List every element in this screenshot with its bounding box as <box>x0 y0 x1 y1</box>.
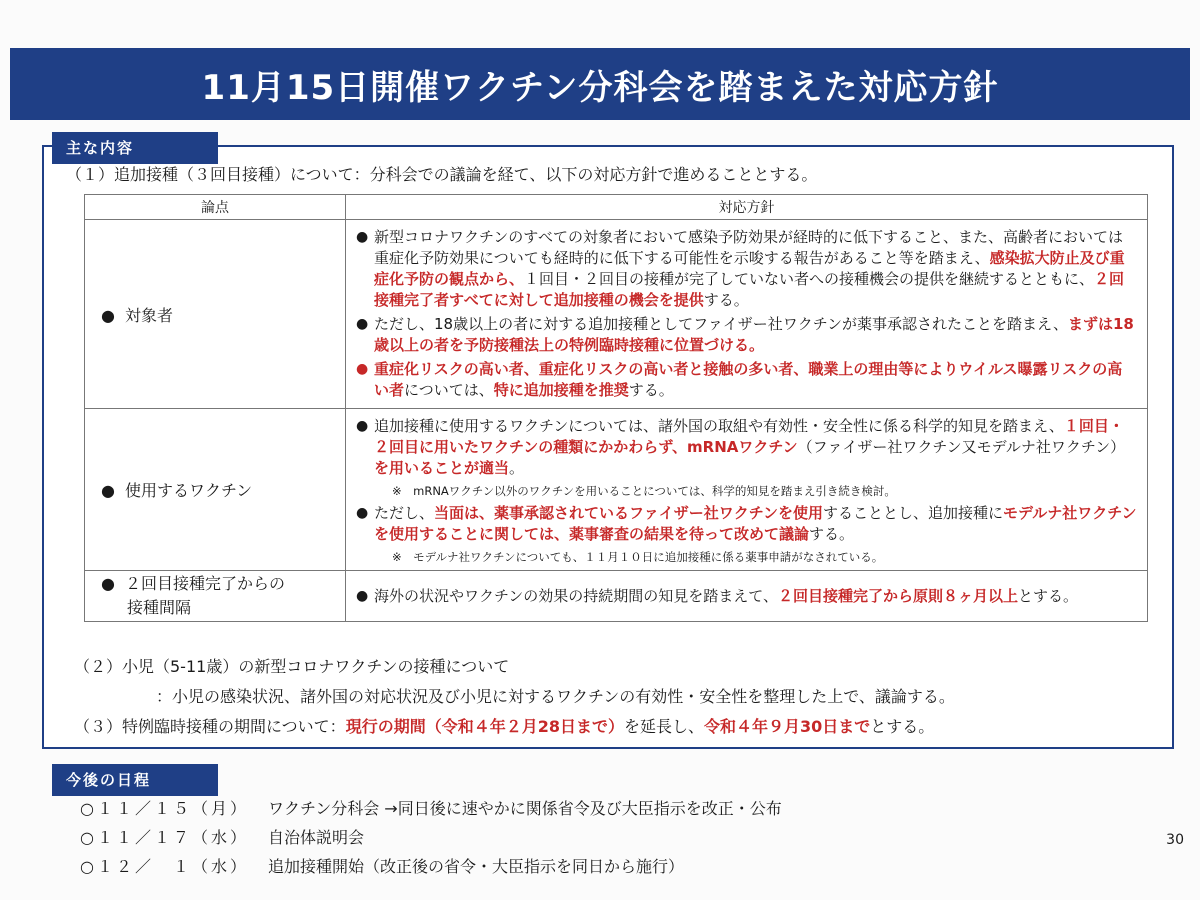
policy-text: 。 <box>509 459 525 477</box>
policy-item <box>356 227 1137 311</box>
schedule-row <box>80 825 364 848</box>
title-banner <box>10 48 1190 120</box>
policy-note: ※ モデルナ社ワクチンについても、１１月１０日に追加接種に係る薬事申請がなされている。 <box>392 550 884 564</box>
policy-text: （ファイザー社ワクチン又モデルナ社ワクチン） <box>797 438 1126 456</box>
policy-emphasis: モデルナ社ワクチンを使用することに関しては、薬事審査の結果を待って改めて議論 <box>374 504 1137 543</box>
section2-title: （２）小児（5-11歳）の新型コロナワクチンの接種について <box>74 657 510 676</box>
topic-cell-vaccine <box>85 409 346 571</box>
policy-item <box>356 586 1137 607</box>
table-header-row <box>85 195 1148 220</box>
section3-text: （３）特例臨時接種の期間について： <box>74 717 346 736</box>
schedule-date: ○１１／１５（月） <box>80 799 249 818</box>
header-policy: 対応方針 <box>346 195 1148 220</box>
policy-emphasis: 重症化リスクの高い者、重症化リスクの高い者と接触の多い者、職業上の理由等によりウイルス曝露リスクの高い者 <box>374 360 1123 399</box>
policy-emphasis: ２回目接種完了から原則８ヶ月以上 <box>777 586 1018 605</box>
section3-text: を延長し、 <box>623 717 704 736</box>
topic-cell-interval <box>85 571 346 622</box>
table-row-vaccine <box>85 409 1148 571</box>
policy-item <box>356 359 1137 401</box>
policy-text: 新型コロナワクチンのすべての対象者において感染予防効果が経時的に低下すること、また、高齢者においては重症化予防効果についても経時的に低下する可能性を示唆する報告があること等を踏まえ、 <box>374 228 1123 267</box>
bullet-icon: ● <box>356 505 369 521</box>
topic-label: ２回目接種完了からの <box>124 574 285 593</box>
policy-emphasis: 当面は、薬事承認されているファイザー社ワクチンを使用 <box>434 504 823 522</box>
bullet-icon: ● <box>356 587 369 604</box>
policy-text: する。 <box>703 291 749 309</box>
bullet-icon: ● <box>356 361 369 377</box>
schedule-date: ○１２／ １（水） <box>80 857 249 876</box>
policy-emphasis: まずは18歳以上の者を予防接種法上の特例臨時接種に位置づける。 <box>374 315 1134 354</box>
policy-cell-interval <box>346 571 1148 622</box>
policy-text: する。 <box>809 525 855 543</box>
schedule-text: ワクチン分科会 →同日後に速やかに関係省令及び大臣指示を改正・公布 <box>268 799 782 818</box>
section3-emphasis: 現行の期間（令和４年２月28日まで） <box>345 717 624 736</box>
bullet-icon: ● <box>101 305 115 325</box>
topic-label: 接種間隔 <box>127 598 192 617</box>
policy-text: 海外の状況やワクチンの効果の持続期間の知見を踏まえて、 <box>374 586 778 605</box>
schedule-text: 自治体説明会 <box>268 828 365 847</box>
section1-intro: （１）追加接種（３回目接種）について：分科会での議論を経て、以下の対応方針で進めることとする。 <box>66 165 818 184</box>
policy-emphasis: を用いることが適当 <box>374 459 510 477</box>
schedule-row <box>80 854 684 877</box>
policy-text: １回目・２回目の接種が完了していない者への接種機会の提供を継続するとともに、 <box>524 270 1095 288</box>
bullet-icon: ● <box>356 316 369 332</box>
schedule-text: 追加接種開始（改正後の省令・大臣指示を同日から施行） <box>268 857 685 876</box>
policy-text: については、 <box>404 381 494 399</box>
section2-body: ：小児の感染状況、諸外国の対応状況及び小児に対するワクチンの有効性・安全性を整理した上で、議論する。 <box>156 687 955 706</box>
policy-text: する。 <box>628 381 674 399</box>
policy-emphasis: 特に追加接種を推奨 <box>493 381 629 399</box>
schedule-row <box>80 796 782 819</box>
topic-cell-target <box>85 220 346 409</box>
topic-label: 対象者 <box>124 305 173 325</box>
policy-emphasis: １回目・２回目に用いたワクチンの種類にかかわらず、mRNAワクチン <box>374 417 1124 456</box>
policy-cell-vaccine <box>346 409 1148 571</box>
table-row-interval <box>85 571 1148 622</box>
slide-title: 11月15日開催ワクチン分科会を踏まえた対応方針 <box>201 67 999 108</box>
policy-text: とする。 <box>1017 586 1078 605</box>
bullet-icon: ● <box>356 229 369 245</box>
policy-text: ただし、18歳以上の者に対する追加接種としてファイザー社ワクチンが薬事承認されたことを踏まえ、 <box>374 315 1068 333</box>
policy-item <box>356 503 1137 545</box>
policy-note: ※ mRNAワクチン以外のワクチンを用いることについては、科学的知見を踏まえ引き続き検討。 <box>392 484 896 498</box>
schedule-tab: 今後の日程 <box>52 764 218 796</box>
section3-line <box>74 714 934 737</box>
schedule-date: ○１１／１７（水） <box>80 828 249 847</box>
topic-label: 使用するワクチン <box>124 481 253 500</box>
policy-text: 追加接種に使用するワクチンについては、諸外国の取組や有効性・安全性に係る科学的知見を踏まえ、 <box>374 417 1064 435</box>
policy-item <box>356 416 1137 479</box>
policy-emphasis: 感染拡大防止及び重症化予防の観点から、 <box>374 249 1125 288</box>
bullet-icon: ● <box>356 418 369 434</box>
policy-item <box>356 314 1137 356</box>
section3-text: とする。 <box>870 717 935 736</box>
policy-text: ただし、 <box>374 504 435 522</box>
table-row-target <box>85 220 1148 409</box>
main-content-tab: 主な内容 <box>52 132 218 164</box>
bullet-icon: ● <box>101 574 115 593</box>
header-topic: 論点 <box>85 195 346 220</box>
policy-table <box>84 194 1148 622</box>
policy-text: することとし、追加接種に <box>822 504 1003 522</box>
policy-cell-target <box>346 220 1148 409</box>
section3-emphasis: 令和４年９月30日まで <box>703 717 871 736</box>
page-number: 30 <box>1166 832 1184 848</box>
bullet-icon: ● <box>101 481 115 500</box>
policy-emphasis: ２回接種完了者すべてに対して追加接種の機会を提供 <box>374 270 1125 309</box>
